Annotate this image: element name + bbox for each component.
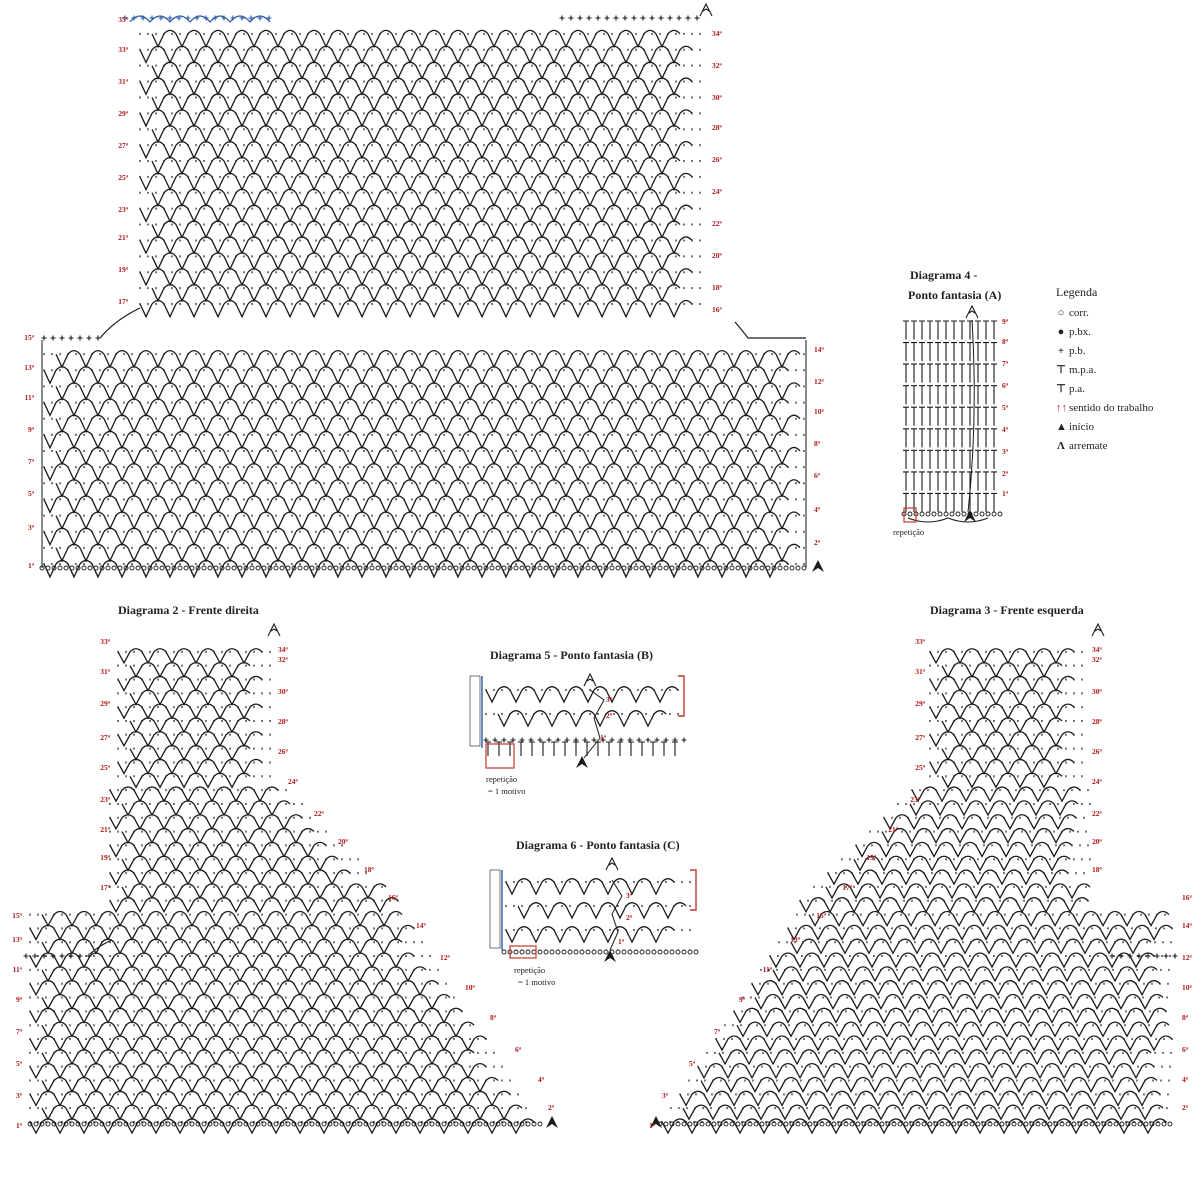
d2-row-label-odd: 11ª <box>12 965 22 974</box>
half-double-symbol-icon: ⊤ <box>1056 364 1066 376</box>
d3-row-label-even: 22ª <box>1092 809 1102 818</box>
d3-row-label-odd: 3ª <box>662 1091 668 1100</box>
d3-row-label-odd: 23ª <box>910 795 920 804</box>
legend-title: Legenda <box>1056 285 1098 299</box>
diagram-2-right-front-chart <box>12 624 558 1133</box>
back-panel-chart <box>24 4 824 577</box>
d6-row-label: 3ª <box>626 891 632 900</box>
d2-row-label-even: 20ª <box>338 837 348 846</box>
legend-label-single-crochet: p.b. <box>1069 345 1086 357</box>
d3-row-label-even: 18ª <box>1092 865 1102 874</box>
back-row-label-odd: 35ª <box>118 15 128 24</box>
back-row-label-odd: 3ª <box>28 523 34 532</box>
d2-row-label-odd: 23ª <box>100 795 110 804</box>
finish-arrow-icon <box>606 858 618 870</box>
back-row-label-odd: 27ª <box>118 141 128 150</box>
d3-row-label-odd: 21ª <box>888 825 898 834</box>
d2-row-label-odd: 25ª <box>100 763 110 772</box>
back-row-label-odd: 7ª <box>28 457 34 466</box>
d4-row-label: 6ª <box>1002 381 1008 390</box>
slip-stitch-symbol-icon: ● <box>1057 326 1065 338</box>
back-row-label-even: 32ª <box>712 61 722 70</box>
legend-panel <box>1056 286 1153 456</box>
back-row-label-odd: 25ª <box>118 173 128 182</box>
legend-label-direction: sentido do trabalho <box>1069 402 1154 414</box>
d2-row-label-odd: 5ª <box>16 1059 22 1068</box>
diagram-3-title: Diagrama 3 - Frente esquerda <box>930 603 1084 617</box>
back-row-label-odd: 5ª <box>28 489 34 498</box>
diagram-5-motif-note: = 1 motivo <box>488 786 526 796</box>
d2-row-label-odd: 1ª <box>16 1121 22 1130</box>
d4-row-label: 8ª <box>1002 337 1008 346</box>
legend-item-half-double <box>1056 361 1153 380</box>
back-row-label-odd: 13ª <box>24 363 34 372</box>
back-row-label-even: 18ª <box>712 283 722 292</box>
back-row-label-odd: 9ª <box>28 425 34 434</box>
back-row-label-even: 14ª <box>814 345 824 354</box>
d2-row-label-odd: 7ª <box>16 1027 22 1036</box>
diagram-5-stitch-chart <box>470 674 687 768</box>
d4-row-label: 3ª <box>1002 447 1008 456</box>
d4-row-label: 9ª <box>1002 317 1008 326</box>
back-row-label-odd: 21ª <box>118 233 128 242</box>
d2-row-label-odd: 33ª <box>100 637 110 646</box>
d2-row-label-even: 26ª <box>278 747 288 756</box>
d2-row-label-odd: 29ª <box>100 699 110 708</box>
d2-row-label-odd: 19ª <box>100 853 110 862</box>
back-row-label-even: 10ª <box>814 407 824 416</box>
d2-row-label-even: 4ª <box>538 1075 544 1084</box>
d2-row-label-even: 18ª <box>364 865 374 874</box>
d3-row-label-even: 14ª <box>1182 921 1192 930</box>
diagram-4-title-line2: Ponto fantasia (A) <box>908 288 1002 302</box>
d3-row-label-even: 24ª <box>1092 777 1102 786</box>
legend-item-slip-stitch <box>1056 323 1153 342</box>
d3-row-label-even: 12ª <box>1182 953 1192 962</box>
d4-row-label: 2ª <box>1002 469 1008 478</box>
finish-arrow-icon <box>584 674 596 686</box>
d2-row-label-odd: 15ª <box>12 911 22 920</box>
d2-row-label-even: 32ª <box>278 655 288 664</box>
d3-row-label-even: 32ª <box>1092 655 1102 664</box>
back-row-label-odd: 23ª <box>118 205 128 214</box>
d3-row-label-odd: 1ª <box>649 1121 655 1130</box>
diagram-6-title: Diagrama 6 - Ponto fantasia (C) <box>516 838 680 852</box>
d3-row-label-even: 26ª <box>1092 747 1102 756</box>
back-row-label-even: 22ª <box>712 219 722 228</box>
d3-row-label-odd: 7ª <box>714 1027 720 1036</box>
d2-row-label-odd: 3ª <box>16 1091 22 1100</box>
finish-arrow-icon: Λ <box>1057 440 1065 452</box>
d2-row-label-odd: 27ª <box>100 733 110 742</box>
chain-symbol-icon: ○ <box>1057 307 1065 319</box>
d3-row-label-even: 10ª <box>1182 983 1192 992</box>
diagram-6-stitch-chart <box>490 858 698 962</box>
back-row-label-even: 4ª <box>814 505 820 514</box>
d2-row-label-even: 34ª <box>278 645 288 654</box>
diagram-2-title: Diagrama 2 - Frente direita <box>118 603 259 617</box>
start-arrow-icon: ▲ <box>1056 421 1067 433</box>
finish-arrow-icon <box>700 4 712 16</box>
double-crochet-symbol-icon: ⊤ <box>1056 383 1066 395</box>
legend-label-finish: arremate <box>1069 440 1108 452</box>
d3-row-label-odd: 5ª <box>689 1059 695 1068</box>
d2-row-label-even: 24ª <box>288 777 298 786</box>
diagram-6-motif-note: = 1 motivo <box>518 977 556 987</box>
legend-label-slip-stitch: p.bx. <box>1069 326 1091 338</box>
back-row-label-even: 12ª <box>814 377 824 386</box>
d5-row-label: 3ª <box>606 695 612 704</box>
finish-arrow-icon <box>1092 624 1104 636</box>
d3-row-label-even: 16ª <box>1182 893 1192 902</box>
start-arrow-icon <box>546 1116 558 1128</box>
legend-item-finish <box>1056 437 1153 456</box>
back-row-label-even: 26ª <box>712 155 722 164</box>
d3-row-label-odd: 19ª <box>866 853 876 862</box>
legend-label-half-double: m.p.a. <box>1069 364 1097 376</box>
d2-row-label-odd: 13ª <box>12 935 22 944</box>
legend-item-double <box>1056 380 1153 399</box>
d3-row-label-odd: 13ª <box>790 935 800 944</box>
d4-row-label: 1ª <box>1002 489 1008 498</box>
d3-row-label-odd: 31ª <box>915 667 925 676</box>
d2-row-label-odd: 31ª <box>100 667 110 676</box>
d3-row-label-even: 20ª <box>1092 837 1102 846</box>
legend-item-chain <box>1056 304 1153 323</box>
legend-item-single-crochet <box>1056 342 1153 361</box>
d2-row-label-even: 2ª <box>548 1103 554 1112</box>
d3-row-label-odd: 17ª <box>842 883 852 892</box>
back-row-label-odd: 31ª <box>118 77 128 86</box>
back-row-label-odd: 33ª <box>118 45 128 54</box>
d3-row-label-odd: 25ª <box>915 763 925 772</box>
d4-row-label: 5ª <box>1002 403 1008 412</box>
finish-arrow-icon <box>966 306 978 318</box>
start-arrow-icon <box>812 560 824 572</box>
d2-row-label-even: 6ª <box>515 1045 521 1054</box>
diagram-4-title-line1: Diagrama 4 - <box>910 268 978 282</box>
d2-row-label-even: 10ª <box>465 983 475 992</box>
d3-row-label-odd: 33ª <box>915 637 925 646</box>
start-arrow-icon <box>964 510 976 522</box>
d5-row-label: 2ª <box>606 711 612 720</box>
d2-row-label-odd: 9ª <box>16 995 22 1004</box>
back-row-label-even: 2ª <box>814 538 820 547</box>
d3-row-label-odd: 27ª <box>915 733 925 742</box>
back-row-label-even: 8ª <box>814 439 820 448</box>
d2-row-label-odd: 17ª <box>100 883 110 892</box>
diagram-5-repeat-note: repetição <box>486 774 518 784</box>
d2-row-label-even: 12ª <box>440 953 450 962</box>
d3-row-label-odd: 11ª <box>762 965 772 974</box>
d3-row-label-odd: 9ª <box>739 995 745 1004</box>
finish-arrow-icon <box>268 624 280 636</box>
d2-row-label-even: 28ª <box>278 717 288 726</box>
legend-label-chain: corr. <box>1069 307 1089 319</box>
legend-label-double: p.a. <box>1069 383 1085 395</box>
d3-row-label-even: 6ª <box>1182 1045 1188 1054</box>
back-row-label-even: 20ª <box>712 251 722 260</box>
back-row-label-even: 30ª <box>712 93 722 102</box>
back-row-label-odd: 19ª <box>118 265 128 274</box>
d3-row-label-even: 2ª <box>1182 1103 1188 1112</box>
back-row-label-odd: 15ª <box>24 333 34 342</box>
legend-item-start <box>1056 418 1153 437</box>
d3-row-label-even: 30ª <box>1092 687 1102 696</box>
d4-row-label: 4ª <box>1002 425 1008 434</box>
d6-row-label: 1ª <box>618 937 624 946</box>
back-row-label-odd: 17ª <box>118 297 128 306</box>
d2-row-label-even: 22ª <box>314 809 324 818</box>
d3-row-label-even: 4ª <box>1182 1075 1188 1084</box>
d3-row-label-odd: 29ª <box>915 699 925 708</box>
back-row-label-even: 16ª <box>712 305 722 314</box>
d2-row-label-even: 16ª <box>388 893 398 902</box>
d2-row-label-even: 8ª <box>490 1013 496 1022</box>
direction-arrows-icon: ↑↑ <box>1056 402 1067 414</box>
d3-row-label-odd: 15ª <box>816 911 826 920</box>
d6-row-label: 2ª <box>626 913 632 922</box>
legend-label-start: início <box>1069 421 1095 433</box>
diagram-3-left-front-chart <box>649 624 1193 1133</box>
back-row-label-odd: 1ª <box>28 561 34 570</box>
back-row-label-even: 6ª <box>814 471 820 480</box>
d2-row-label-odd: 21ª <box>100 825 110 834</box>
legend-item-direction <box>1056 399 1153 418</box>
diagram-4-repeat-note: repetição <box>893 527 925 537</box>
d2-row-label-even: 14ª <box>416 921 426 930</box>
d2-row-label-even: 30ª <box>278 687 288 696</box>
back-row-label-odd: 29ª <box>118 109 128 118</box>
d5-row-label: 1ª <box>600 733 606 742</box>
diagram-5-title: Diagrama 5 - Ponto fantasia (B) <box>490 648 653 662</box>
d3-row-label-even: 34ª <box>1092 645 1102 654</box>
diagram-4-stitch-chart <box>902 306 1009 522</box>
single-crochet-symbol-icon: + <box>1057 345 1065 357</box>
back-row-label-even: 28ª <box>712 123 722 132</box>
d4-row-label: 7ª <box>1002 359 1008 368</box>
diagram-6-repeat-note: repetição <box>514 965 546 975</box>
back-row-label-even: 34ª <box>712 29 722 38</box>
d3-row-label-even: 8ª <box>1182 1013 1188 1022</box>
back-row-label-odd: 11ª <box>24 393 34 402</box>
d3-row-label-even: 28ª <box>1092 717 1102 726</box>
start-arrow-icon <box>576 756 588 768</box>
back-row-label-even: 24ª <box>712 187 722 196</box>
